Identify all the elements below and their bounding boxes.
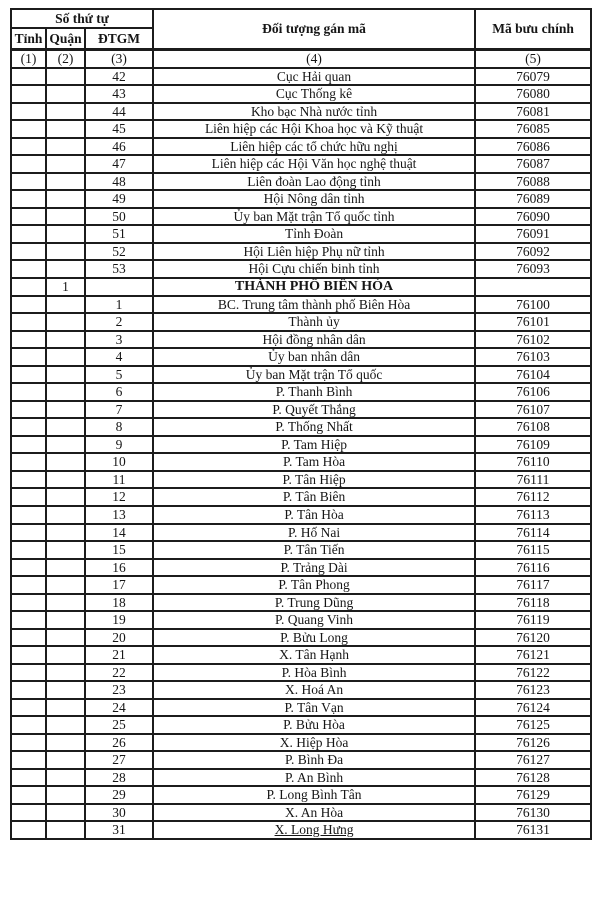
cell-object: Ủy ban Mặt trận Tổ quốc — [153, 366, 475, 384]
cell-quan — [46, 103, 85, 121]
cell-quan — [46, 155, 85, 173]
cell-tinh — [11, 418, 46, 436]
cell-quan — [46, 313, 85, 331]
cell-object: Hội Liên hiệp Phụ nữ tỉnh — [153, 243, 475, 261]
table-row — [11, 138, 591, 156]
cell-tinh — [11, 278, 46, 296]
cell-postal-code — [475, 278, 591, 296]
cell-tinh — [11, 155, 46, 173]
cell-dtgm: 46 — [85, 138, 153, 156]
cell-tinh — [11, 120, 46, 138]
cell-tinh — [11, 383, 46, 401]
cell-quan — [46, 68, 85, 86]
cell-quan — [46, 524, 85, 542]
cell-dtgm: 49 — [85, 190, 153, 208]
cell-tinh — [11, 85, 46, 103]
cell-postal-code: 76126 — [475, 734, 591, 752]
cell-object: Tỉnh Đoàn — [153, 225, 475, 243]
cell-object: P. Quyết Thắng — [153, 401, 475, 419]
cell-dtgm: 47 — [85, 155, 153, 173]
cell-object: P. Thanh Bình — [153, 383, 475, 401]
cell-quan — [46, 225, 85, 243]
header-group-row — [11, 9, 591, 28]
cell-object: X. An Hòa — [153, 804, 475, 822]
table-row — [11, 594, 591, 612]
cell-quan — [46, 541, 85, 559]
cell-quan — [46, 576, 85, 594]
cell-quan — [46, 190, 85, 208]
cell-dtgm: 14 — [85, 524, 153, 542]
cell-dtgm: 19 — [85, 611, 153, 629]
cell-tinh — [11, 68, 46, 86]
cell-dtgm: 8 — [85, 418, 153, 436]
cell-object: P. Trung Dũng — [153, 594, 475, 612]
cell-postal-code: 76118 — [475, 594, 591, 612]
cell-object: Hội Nông dân tỉnh — [153, 190, 475, 208]
table-row — [11, 734, 591, 752]
cell-quan — [46, 488, 85, 506]
table-row — [11, 348, 591, 366]
cell-postal-code: 76088 — [475, 173, 591, 191]
cell-dtgm: 10 — [85, 453, 153, 471]
cell-object: P. An Bình — [153, 769, 475, 787]
cell-object: P. Long Bình Tân — [153, 786, 475, 804]
cell-object: P. Bửu Hòa — [153, 716, 475, 734]
cell-tinh — [11, 524, 46, 542]
cell-dtgm: 26 — [85, 734, 153, 752]
cell-object: X. Tân Hạnh — [153, 646, 475, 664]
cell-quan — [46, 594, 85, 612]
table-row — [11, 401, 591, 419]
cell-postal-code: 76079 — [475, 68, 591, 86]
cell-quan — [46, 611, 85, 629]
cell-object: Cục Hải quan — [153, 68, 475, 86]
table-row — [11, 155, 591, 173]
cell-dtgm: 15 — [85, 541, 153, 559]
cell-dtgm: 6 — [85, 383, 153, 401]
cell-tinh — [11, 769, 46, 787]
cell-dtgm: 25 — [85, 716, 153, 734]
cell-quan — [46, 120, 85, 138]
cell-postal-code: 76110 — [475, 453, 591, 471]
index-cell-3: (3) — [85, 49, 153, 68]
cell-dtgm — [85, 278, 153, 296]
cell-postal-code: 76087 — [475, 155, 591, 173]
table-row — [11, 559, 591, 577]
cell-quan — [46, 786, 85, 804]
cell-postal-code: 76101 — [475, 313, 591, 331]
cell-postal-code: 76081 — [475, 103, 591, 121]
cell-dtgm: 53 — [85, 260, 153, 278]
underlined-object-name: X. Long Hưng — [274, 822, 354, 838]
cell-dtgm: 45 — [85, 120, 153, 138]
cell-object: Liên đoàn Lao động tỉnh — [153, 173, 475, 191]
cell-dtgm: 17 — [85, 576, 153, 594]
cell-quan — [46, 418, 85, 436]
cell-postal-code: 76120 — [475, 629, 591, 647]
cell-quan — [46, 734, 85, 752]
cell-quan — [46, 348, 85, 366]
cell-object: X. Hiệp Hòa — [153, 734, 475, 752]
cell-dtgm: 52 — [85, 243, 153, 261]
table-row — [11, 103, 591, 121]
table-row — [11, 208, 591, 226]
cell-object: Hội đồng nhân dân — [153, 331, 475, 349]
cell-tinh — [11, 225, 46, 243]
cell-quan — [46, 646, 85, 664]
cell-quan — [46, 85, 85, 103]
cell-dtgm: 51 — [85, 225, 153, 243]
table-row — [11, 646, 591, 664]
cell-dtgm: 7 — [85, 401, 153, 419]
cell-dtgm: 30 — [85, 804, 153, 822]
cell-tinh — [11, 471, 46, 489]
cell-object: P. Tam Hiệp — [153, 436, 475, 454]
cell-object: Ủy ban nhân dân — [153, 348, 475, 366]
cell-dtgm: 44 — [85, 103, 153, 121]
cell-quan — [46, 331, 85, 349]
cell-tinh — [11, 594, 46, 612]
cell-tinh — [11, 366, 46, 384]
cell-tinh — [11, 821, 46, 839]
table-row — [11, 716, 591, 734]
cell-tinh — [11, 488, 46, 506]
cell-quan — [46, 296, 85, 314]
cell-postal-code: 76103 — [475, 348, 591, 366]
cell-postal-code: 76129 — [475, 786, 591, 804]
cell-quan — [46, 629, 85, 647]
table-row — [11, 313, 591, 331]
cell-dtgm: 31 — [85, 821, 153, 839]
cell-quan — [46, 436, 85, 454]
cell-tinh — [11, 103, 46, 121]
cell-postal-code: 76128 — [475, 769, 591, 787]
table-row — [11, 331, 591, 349]
table-row — [11, 524, 591, 542]
cell-quan — [46, 260, 85, 278]
cell-quan — [46, 804, 85, 822]
cell-quan — [46, 751, 85, 769]
header-so-thu-tu: Số thứ tự — [11, 9, 153, 28]
cell-object: P. Hố Nai — [153, 524, 475, 542]
cell-postal-code: 76092 — [475, 243, 591, 261]
header-quan: Quận — [46, 28, 85, 49]
table-body — [11, 68, 591, 839]
header-tinh: Tỉnh — [11, 28, 46, 49]
cell-postal-code: 76127 — [475, 751, 591, 769]
cell-postal-code: 76093 — [475, 260, 591, 278]
cell-postal-code: 76125 — [475, 716, 591, 734]
cell-tinh — [11, 401, 46, 419]
cell-tinh — [11, 734, 46, 752]
cell-dtgm: 43 — [85, 85, 153, 103]
table-row — [11, 436, 591, 454]
cell-object: P. Bửu Long — [153, 629, 475, 647]
cell-quan — [46, 208, 85, 226]
cell-quan — [46, 821, 85, 839]
cell-tinh — [11, 506, 46, 524]
cell-quan — [46, 699, 85, 717]
cell-object: P. Bình Đa — [153, 751, 475, 769]
table-row — [11, 576, 591, 594]
cell-postal-code: 76112 — [475, 488, 591, 506]
cell-tinh — [11, 716, 46, 734]
cell-quan — [46, 716, 85, 734]
cell-postal-code: 76100 — [475, 296, 591, 314]
index-cell-2: (2) — [46, 49, 85, 68]
column-index-row — [11, 49, 591, 68]
cell-postal-code: 76111 — [475, 471, 591, 489]
cell-quan — [46, 664, 85, 682]
cell-tinh — [11, 208, 46, 226]
cell-dtgm: 11 — [85, 471, 153, 489]
cell-object: P. Hòa Bình — [153, 664, 475, 682]
cell-dtgm: 3 — [85, 331, 153, 349]
cell-postal-code: 76122 — [475, 664, 591, 682]
cell-tinh — [11, 190, 46, 208]
cell-quan — [46, 769, 85, 787]
cell-dtgm: 28 — [85, 769, 153, 787]
cell-dtgm: 29 — [85, 786, 153, 804]
cell-postal-code: 76115 — [475, 541, 591, 559]
cell-tinh — [11, 260, 46, 278]
cell-quan — [46, 453, 85, 471]
cell-tinh — [11, 541, 46, 559]
cell-tinh — [11, 576, 46, 594]
table-row — [11, 611, 591, 629]
header-ma-buu-chinh: Mã bưu chính — [475, 9, 591, 49]
cell-dtgm: 48 — [85, 173, 153, 191]
table-row — [11, 629, 591, 647]
table-row — [11, 488, 591, 506]
cell-quan — [46, 173, 85, 191]
table-row — [11, 225, 591, 243]
cell-dtgm: 13 — [85, 506, 153, 524]
cell-object: P. Tam Hòa — [153, 453, 475, 471]
cell-dtgm: 20 — [85, 629, 153, 647]
cell-dtgm: 50 — [85, 208, 153, 226]
cell-object: P. Tân Phong — [153, 576, 475, 594]
cell-postal-code: 76124 — [475, 699, 591, 717]
cell-quan: 1 — [46, 278, 85, 296]
cell-tinh — [11, 453, 46, 471]
index-cell-1: (1) — [11, 49, 46, 68]
table-row — [11, 366, 591, 384]
table-row — [11, 821, 591, 839]
cell-postal-code: 76109 — [475, 436, 591, 454]
cell-tinh — [11, 348, 46, 366]
index-cell-4: (4) — [153, 49, 475, 68]
cell-postal-code: 76089 — [475, 190, 591, 208]
cell-tinh — [11, 138, 46, 156]
cell-quan — [46, 138, 85, 156]
table-row — [11, 471, 591, 489]
cell-object: X. Hoá An — [153, 681, 475, 699]
cell-postal-code: 76091 — [475, 225, 591, 243]
cell-tinh — [11, 611, 46, 629]
cell-object: Liên hiệp các tổ chức hữu nghị — [153, 138, 475, 156]
table-row — [11, 418, 591, 436]
cell-postal-code: 76086 — [475, 138, 591, 156]
cell-dtgm: 18 — [85, 594, 153, 612]
section-row — [11, 278, 591, 296]
cell-postal-code: 76123 — [475, 681, 591, 699]
cell-object — [153, 821, 475, 839]
cell-object: Thành ủy — [153, 313, 475, 331]
table-row — [11, 681, 591, 699]
cell-object: BC. Trung tâm thành phố Biên Hòa — [153, 296, 475, 314]
cell-object: P. Tân Tiến — [153, 541, 475, 559]
cell-object: P. Tân Vạn — [153, 699, 475, 717]
cell-postal-code: 76108 — [475, 418, 591, 436]
cell-postal-code: 76121 — [475, 646, 591, 664]
cell-object: Hội Cựu chiến binh tỉnh — [153, 260, 475, 278]
table-row — [11, 786, 591, 804]
cell-object: P. Tân Biên — [153, 488, 475, 506]
cell-object: Liên hiệp các Hội Khoa học và Kỹ thuật — [153, 120, 475, 138]
cell-object: P. Tân Hiệp — [153, 471, 475, 489]
table-row — [11, 506, 591, 524]
cell-tinh — [11, 681, 46, 699]
cell-postal-code: 76080 — [475, 85, 591, 103]
table-row — [11, 85, 591, 103]
cell-postal-code: 76085 — [475, 120, 591, 138]
cell-tinh — [11, 296, 46, 314]
cell-dtgm: 42 — [85, 68, 153, 86]
table-row — [11, 68, 591, 86]
cell-postal-code: 76131 — [475, 821, 591, 839]
table-row — [11, 243, 591, 261]
cell-dtgm: 5 — [85, 366, 153, 384]
table-row — [11, 453, 591, 471]
cell-quan — [46, 383, 85, 401]
cell-object: THÀNH PHỐ BIÊN HÒA — [153, 278, 475, 296]
cell-postal-code: 76104 — [475, 366, 591, 384]
cell-quan — [46, 506, 85, 524]
cell-tinh — [11, 786, 46, 804]
cell-tinh — [11, 173, 46, 191]
cell-dtgm: 23 — [85, 681, 153, 699]
cell-postal-code: 76107 — [475, 401, 591, 419]
cell-object: P. Trảng Dài — [153, 559, 475, 577]
table-row — [11, 260, 591, 278]
table-row — [11, 190, 591, 208]
table-row — [11, 383, 591, 401]
cell-tinh — [11, 436, 46, 454]
cell-object: P. Tân Hòa — [153, 506, 475, 524]
cell-object: Cục Thống kê — [153, 85, 475, 103]
cell-dtgm: 27 — [85, 751, 153, 769]
cell-tinh — [11, 751, 46, 769]
cell-dtgm: 2 — [85, 313, 153, 331]
table-row — [11, 769, 591, 787]
cell-postal-code: 76116 — [475, 559, 591, 577]
cell-dtgm: 16 — [85, 559, 153, 577]
cell-quan — [46, 471, 85, 489]
cell-dtgm: 4 — [85, 348, 153, 366]
cell-dtgm: 12 — [85, 488, 153, 506]
cell-tinh — [11, 664, 46, 682]
cell-object: P. Quang Vinh — [153, 611, 475, 629]
table-row — [11, 699, 591, 717]
postal-code-table — [10, 8, 592, 840]
cell-postal-code: 76102 — [475, 331, 591, 349]
cell-quan — [46, 401, 85, 419]
cell-tinh — [11, 699, 46, 717]
cell-tinh — [11, 646, 46, 664]
cell-quan — [46, 681, 85, 699]
cell-tinh — [11, 629, 46, 647]
table-row — [11, 296, 591, 314]
cell-postal-code: 76114 — [475, 524, 591, 542]
cell-dtgm: 21 — [85, 646, 153, 664]
cell-dtgm: 1 — [85, 296, 153, 314]
cell-dtgm: 24 — [85, 699, 153, 717]
cell-quan — [46, 559, 85, 577]
header-doi-tuong-gan-ma: Đối tượng gán mã — [153, 9, 475, 49]
cell-postal-code: 76117 — [475, 576, 591, 594]
table-row — [11, 120, 591, 138]
cell-dtgm: 22 — [85, 664, 153, 682]
cell-object: Liên hiệp các Hội Văn học nghệ thuật — [153, 155, 475, 173]
table-row — [11, 173, 591, 191]
table-row — [11, 804, 591, 822]
cell-postal-code: 76113 — [475, 506, 591, 524]
cell-tinh — [11, 313, 46, 331]
cell-object: P. Thống Nhất — [153, 418, 475, 436]
cell-postal-code: 76119 — [475, 611, 591, 629]
cell-quan — [46, 243, 85, 261]
header-dtgm: ĐTGM — [85, 28, 153, 49]
table-row — [11, 664, 591, 682]
cell-postal-code: 76130 — [475, 804, 591, 822]
table-row — [11, 751, 591, 769]
index-cell-5: (5) — [475, 49, 591, 68]
cell-quan — [46, 366, 85, 384]
cell-dtgm: 9 — [85, 436, 153, 454]
cell-postal-code: 76106 — [475, 383, 591, 401]
cell-tinh — [11, 559, 46, 577]
table-row — [11, 541, 591, 559]
cell-tinh — [11, 331, 46, 349]
cell-object: Ủy ban Mặt trận Tổ quốc tỉnh — [153, 208, 475, 226]
cell-tinh — [11, 243, 46, 261]
cell-postal-code: 76090 — [475, 208, 591, 226]
cell-tinh — [11, 804, 46, 822]
cell-object: Kho bạc Nhà nước tỉnh — [153, 103, 475, 121]
